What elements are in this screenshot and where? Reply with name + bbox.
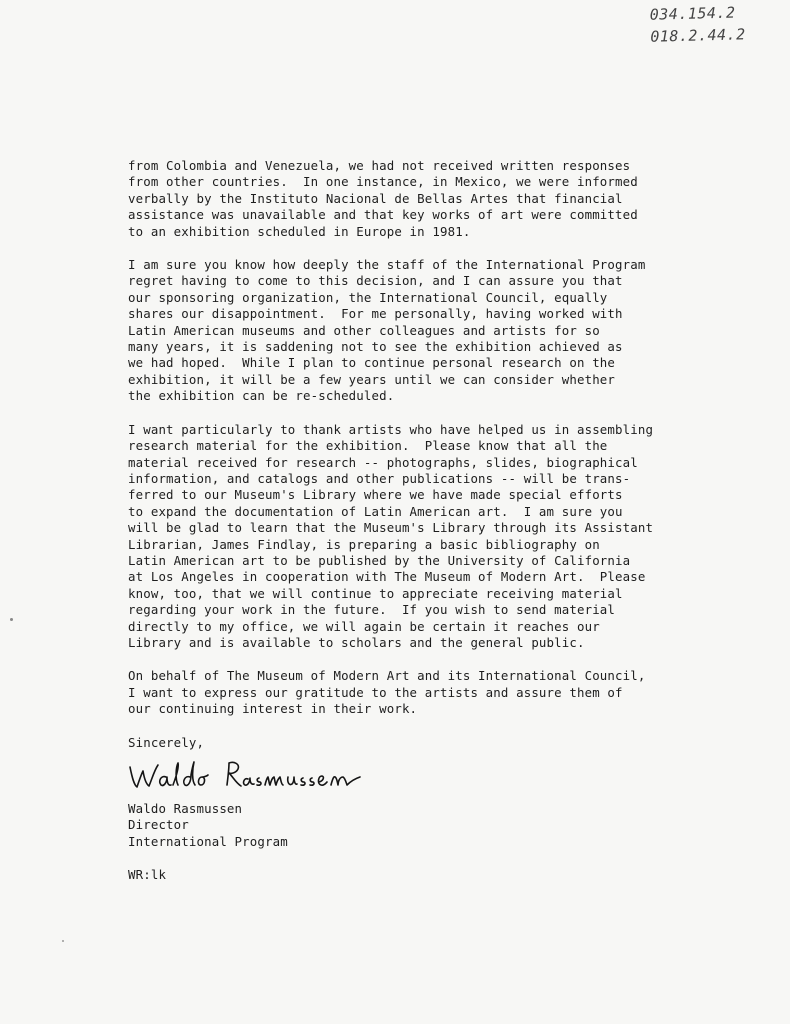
paper-speck [62, 940, 64, 942]
letter-body [128, 158, 688, 884]
signer-title: Director [128, 817, 189, 833]
closing-salutation: Sincerely, [128, 734, 205, 750]
paragraph-4: On behalf of The Museum of Modern Art and its International Council, I want to express our gratitude to the artists and assure them of our continuing interest in their work. [128, 668, 646, 717]
paper-speck [10, 618, 13, 621]
signer-department: International Program [128, 833, 288, 849]
paragraph-2: I am sure you know how deeply the staff of the International Program regret having to come to this decision, and I can assure you that our sponsoring organization, the International Council, equally shares our disappointment. For me personally, having worked with Latin American museums and other colleagues and artists for so many years, it is saddening not to see the exhibition achieved as we had hoped. While I plan to continue personal research on the exhibition, it will be a few years until we can consider whether the exhibition can be re-scheduled. [128, 257, 646, 404]
archive-number-1: 034.154.2 [649, 3, 736, 24]
reference-initials: WR:lk [128, 867, 167, 883]
archive-number-2: 018.2.44.2 [650, 25, 746, 46]
archive-catalog-numbers [649, 0, 786, 48]
paragraph-1: from Colombia and Venezuela, we had not received written responses from other countries. In one instance, in Mexico, we were informed verbally by the Instituto Nacional de Bellas Artes that financial assistance was unavailable and that key works of art were committed to an exhibition scheduled in Europe in 1981. [128, 158, 638, 239]
paragraph-3: I want particularly to thank artists who have helped us in assembling research material for the exhibition. Please know that all the material received for research -- photographs, slides, biographical information, and catalogs and other publications -- will be trans- ferred to our Museum's Library where we have made special efforts to expand the documentation of Latin American art. I am sure you will be glad to learn that the Museum's Library through its Assistant Librarian, James Findlay, is preparing a basic bibliography on Latin American art to be published by the University of California at Los Angeles in cooperation with The Museum of Modern Art. Please know, too, that we will continue to appreciate receiving material regarding your work in the future. If you wish to send material directly to my office, we will again be certain it reaches our Library and is available to scholars and the general public. [128, 421, 654, 650]
signer-name: Waldo Rasmussen [128, 801, 243, 816]
handwritten-signature [128, 755, 688, 795]
